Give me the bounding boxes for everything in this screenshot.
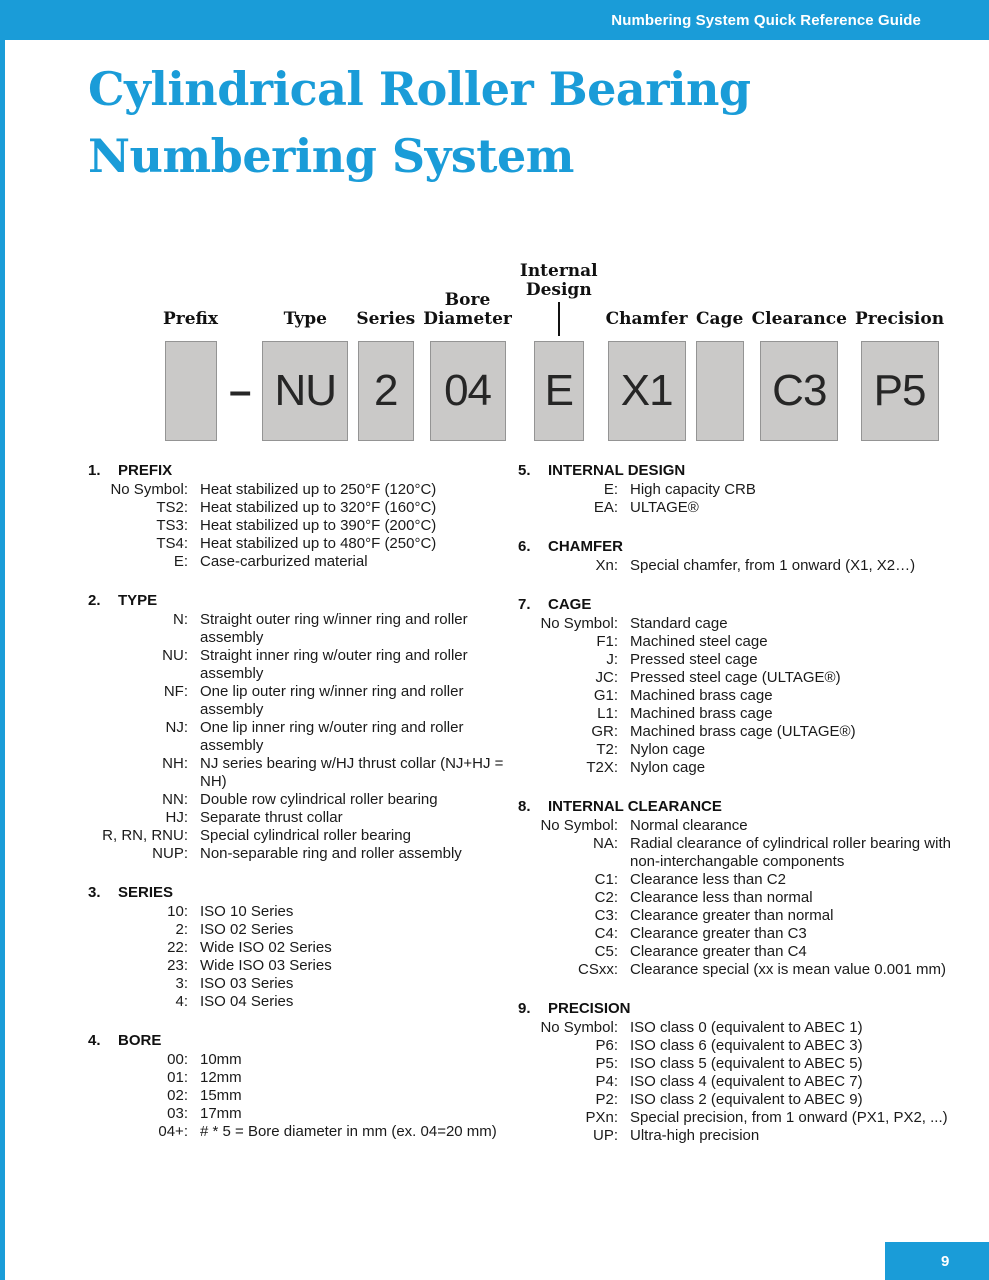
header-title: Numbering System Quick Reference Guide	[611, 11, 921, 29]
row-description: ISO 02 Series	[200, 921, 294, 938]
row-description: Clearance less than C2	[630, 871, 786, 888]
row-code: UP:	[592, 1127, 618, 1144]
definition-row	[518, 925, 960, 943]
section-internal-clearance	[518, 798, 960, 979]
definition-row	[518, 871, 960, 889]
row-code: TS2:	[156, 499, 188, 516]
definition-row	[88, 1105, 508, 1123]
section-prefix	[88, 462, 508, 571]
row-code: NA:	[592, 835, 618, 852]
definition-row	[518, 481, 960, 499]
diagram-unit-precision	[855, 310, 944, 441]
definition-row	[88, 1051, 508, 1069]
row-code: NN:	[162, 791, 188, 808]
definition-row	[518, 1127, 960, 1145]
section-heading	[518, 798, 960, 816]
definition-row	[88, 683, 508, 719]
diagram-label-cage: Cage	[696, 309, 744, 329]
definition-row	[518, 687, 960, 705]
row-code: JC:	[595, 669, 618, 686]
diagram-unit-prefix	[163, 310, 218, 441]
row-code: C3:	[594, 907, 618, 924]
row-code: 02:	[167, 1087, 188, 1104]
diagram-box-chamfer: X1	[608, 341, 686, 441]
diagram-box-internal-design: E	[534, 341, 584, 441]
row-code: C1:	[594, 871, 618, 888]
left-accent-stripe	[0, 0, 5, 1280]
section-title: INTERNAL CLEARANCE	[548, 798, 722, 815]
definition-row	[88, 921, 508, 939]
row-description: Special precision, from 1 onward (PX1, PX2, ...)	[630, 1109, 948, 1126]
definition-row	[88, 809, 508, 827]
definition-row	[518, 817, 960, 835]
row-code: T2:	[596, 741, 618, 758]
row-description: High capacity CRB	[630, 481, 756, 498]
row-description: Wide ISO 03 Series	[200, 957, 332, 974]
row-code: F1:	[596, 633, 618, 650]
section-number: 6.	[518, 538, 531, 555]
row-description: Clearance greater than C4	[630, 943, 807, 960]
row-description: Ultra-high precision	[630, 1127, 760, 1144]
diagram-box-cage	[696, 341, 744, 441]
section-title: TYPE	[118, 592, 158, 609]
definition-row	[518, 499, 960, 517]
section-heading	[88, 462, 508, 480]
definition-row	[518, 633, 960, 651]
row-code: E:	[603, 481, 618, 498]
section-number: 3.	[88, 884, 101, 901]
row-description: 15mm	[200, 1087, 242, 1104]
row-description: Clearance greater than normal	[630, 907, 834, 924]
diagram-label-clearance: Clearance	[751, 309, 847, 329]
section-chamfer	[518, 538, 960, 575]
row-code: 22:	[167, 939, 188, 956]
row-description: 17mm	[200, 1105, 242, 1122]
section-heading	[88, 592, 508, 610]
row-description: ISO class 4 (equivalent to ABEC 7)	[630, 1073, 863, 1090]
row-code: R, RN, RNU:	[102, 827, 188, 844]
diagram-box-clearance: C3	[760, 341, 838, 441]
page-title-line2: Numbering System	[88, 129, 574, 183]
row-description: Straight outer ring w/inner ring and roller assembly	[200, 611, 468, 646]
row-code: 03:	[167, 1105, 188, 1122]
section-number: 5.	[518, 462, 531, 479]
diagram-box-precision: P5	[861, 341, 939, 441]
row-code: 3:	[175, 975, 188, 992]
section-internal-design	[518, 462, 960, 517]
diagram-box-bore-diameter: 04	[430, 341, 506, 441]
column-right	[518, 462, 960, 1166]
definition-row	[518, 835, 960, 871]
diagram-unit-cage	[696, 310, 744, 441]
diagram-label-precision: Precision	[854, 309, 945, 329]
definition-row	[518, 705, 960, 723]
section-title: PRECISION	[548, 1000, 631, 1017]
definition-row	[88, 499, 508, 517]
row-description: ISO class 6 (equivalent to ABEC 3)	[630, 1037, 863, 1054]
row-code: NH:	[162, 755, 188, 772]
section-series	[88, 884, 508, 1011]
row-description: Heat stabilized up to 480°F (250°C)	[200, 535, 437, 552]
row-description: Non-separable ring and roller assembly	[200, 845, 462, 862]
diagram-unit-bore-diameter	[423, 291, 512, 441]
row-description: Machined brass cage	[630, 705, 773, 722]
row-description: Pressed steel cage	[630, 651, 758, 668]
diagram-unit-internal-design	[520, 262, 598, 441]
row-description: 12mm	[200, 1069, 242, 1086]
row-description: ISO class 5 (equivalent to ABEC 5)	[630, 1055, 863, 1072]
row-code: No Symbol:	[540, 1019, 618, 1036]
definition-row	[88, 903, 508, 921]
definition-row	[88, 1087, 508, 1105]
definition-row	[518, 907, 960, 925]
definition-row	[88, 975, 508, 993]
section-title: SERIES	[118, 884, 174, 901]
row-code: G1:	[593, 687, 618, 704]
row-code: T2X:	[586, 759, 618, 776]
diagram-box-type: NU	[262, 341, 348, 441]
row-code: Xn:	[595, 557, 618, 574]
definition-row	[88, 481, 508, 499]
row-code: C5:	[594, 943, 618, 960]
column-left	[88, 462, 508, 1162]
row-code: 4:	[175, 993, 188, 1010]
row-code: NUP:	[152, 845, 188, 862]
row-description: ISO class 0 (equivalent to ABEC 1)	[630, 1019, 863, 1036]
diagram-unit-type	[262, 310, 348, 441]
row-code: N:	[173, 611, 188, 628]
row-code: HJ:	[165, 809, 188, 826]
section-heading	[88, 884, 508, 902]
section-title: BORE	[118, 1032, 162, 1049]
row-code: TS3:	[156, 517, 188, 534]
row-description: # * 5 = Bore diameter in mm (ex. 04=20 mm)	[200, 1123, 497, 1140]
section-number: 4.	[88, 1032, 101, 1049]
row-code: PXn:	[585, 1109, 618, 1126]
page-title-line1: Cylindrical Roller Bearing	[88, 62, 751, 116]
definition-row	[518, 723, 960, 741]
definition-row	[518, 1037, 960, 1055]
row-description: NJ series bearing w/HJ thrust collar (NJ+HJ = NH)	[200, 755, 504, 790]
section-title: INTERNAL DESIGN	[548, 462, 686, 479]
row-description: Machined brass cage (ULTAGE®)	[630, 723, 856, 740]
definition-row	[518, 759, 960, 777]
section-title: PREFIX	[118, 462, 173, 479]
row-description: Clearance less than normal	[630, 889, 813, 906]
row-description: Clearance special (xx is mean value 0.001 mm)	[630, 961, 946, 978]
row-description: Double row cylindrical roller bearing	[200, 791, 438, 808]
numbering-diagram	[163, 262, 944, 441]
definition-row	[518, 1073, 960, 1091]
section-bore	[88, 1032, 508, 1141]
section-heading	[518, 1000, 960, 1018]
section-type	[88, 592, 508, 863]
row-description: ISO 03 Series	[200, 975, 294, 992]
row-code: 00:	[167, 1051, 188, 1068]
section-number: 8.	[518, 798, 531, 815]
row-code: P2:	[595, 1091, 618, 1108]
row-code: P6:	[595, 1037, 618, 1054]
row-code: No Symbol:	[540, 817, 618, 834]
diagram-label-series: Series	[356, 309, 416, 329]
section-title: CAGE	[548, 596, 592, 613]
row-description: One lip inner ring w/outer ring and roller assembly	[200, 719, 464, 754]
row-code: NU:	[162, 647, 188, 664]
row-code: P4:	[595, 1073, 618, 1090]
definition-row	[518, 1091, 960, 1109]
row-description: ISO 10 Series	[200, 903, 294, 920]
row-code: C4:	[594, 925, 618, 942]
diagram-unit-series	[356, 310, 415, 441]
definition-row	[518, 1019, 960, 1037]
row-description: Special chamfer, from 1 onward (X1, X2…)	[630, 557, 916, 574]
diagram-unit-chamfer	[606, 310, 688, 441]
diagram-label-bore-diameter: Bore Diameter	[423, 290, 512, 329]
definition-row	[518, 889, 960, 907]
row-description: One lip outer ring w/inner ring and roller assembly	[200, 683, 464, 718]
section-heading	[518, 538, 960, 556]
definition-row	[518, 615, 960, 633]
page-number-tab	[885, 1242, 989, 1280]
section-number: 1.	[88, 462, 101, 479]
row-description: ISO class 2 (equivalent to ABEC 9)	[630, 1091, 863, 1108]
row-description: Radial clearance of cylindrical roller bearing with non-interchangable components	[630, 835, 951, 870]
definition-row	[88, 517, 508, 535]
row-code: GR:	[591, 723, 618, 740]
section-precision	[518, 1000, 960, 1145]
definition-row	[88, 755, 508, 791]
definition-row	[88, 939, 508, 957]
definition-row	[88, 791, 508, 809]
definition-row	[88, 993, 508, 1011]
definition-row	[518, 741, 960, 759]
header-bar	[0, 0, 989, 40]
row-description: Nylon cage	[630, 759, 706, 776]
row-code: NJ:	[165, 719, 188, 736]
section-heading	[88, 1032, 508, 1050]
row-code: NF:	[163, 683, 188, 700]
diagram-label-prefix: Prefix	[163, 309, 219, 329]
row-code: TS4:	[156, 535, 188, 552]
diagram-box-prefix	[165, 341, 217, 441]
definition-row	[518, 669, 960, 687]
row-description: Heat stabilized up to 250°F (120°C)	[200, 481, 437, 498]
definition-row	[88, 647, 508, 683]
row-description: 10mm	[200, 1051, 242, 1068]
row-code: 23:	[167, 957, 188, 974]
diagram-label-internal-design: Internal Design	[519, 261, 598, 300]
row-code: C2:	[594, 889, 618, 906]
definition-row	[88, 827, 508, 845]
section-cage	[518, 596, 960, 777]
diagram-label-chamfer: Chamfer	[605, 309, 688, 329]
page-title	[88, 56, 751, 190]
section-number: 7.	[518, 596, 531, 613]
definition-row	[88, 553, 508, 571]
row-description: Machined steel cage	[630, 633, 768, 650]
definition-row	[518, 651, 960, 669]
row-code: No Symbol:	[540, 615, 618, 632]
row-description: Machined brass cage	[630, 687, 773, 704]
row-description: Standard cage	[630, 615, 728, 632]
definition-row	[88, 535, 508, 553]
row-code: P5:	[595, 1055, 618, 1072]
section-heading	[518, 462, 960, 480]
definition-row	[518, 961, 960, 979]
definition-row	[88, 611, 508, 647]
definition-row	[88, 1123, 508, 1141]
row-description: Case-carburized material	[200, 553, 368, 570]
row-description: Normal clearance	[630, 817, 748, 834]
row-code: 10:	[167, 903, 188, 920]
row-description: Heat stabilized up to 320°F (160°C)	[200, 499, 437, 516]
row-code: L1:	[597, 705, 618, 722]
row-description: Clearance greater than C3	[630, 925, 807, 942]
diagram-label-type: Type	[283, 309, 327, 329]
row-code: 01:	[167, 1069, 188, 1086]
definition-row	[88, 845, 508, 863]
row-code: 2:	[175, 921, 188, 938]
diagram-unit-clearance	[752, 310, 847, 441]
dash-separator: –	[229, 368, 252, 413]
definition-row	[518, 557, 960, 575]
row-description: Special cylindrical roller bearing	[200, 827, 411, 844]
definition-row	[518, 943, 960, 961]
row-code: J:	[606, 651, 618, 668]
diagram-box-series: 2	[358, 341, 414, 441]
section-number: 2.	[88, 592, 101, 609]
section-title: CHAMFER	[548, 538, 623, 555]
row-description: Separate thrust collar	[200, 809, 343, 826]
definition-row	[518, 1109, 960, 1127]
row-description: Straight inner ring w/outer ring and roller assembly	[200, 647, 468, 682]
page-number: 9	[941, 1252, 950, 1270]
row-code: 04+:	[158, 1123, 188, 1140]
row-description: Pressed steel cage (ULTAGE®)	[630, 669, 841, 686]
definition-row	[518, 1055, 960, 1073]
section-heading	[518, 596, 960, 614]
row-code: No Symbol:	[110, 481, 188, 498]
row-description: ULTAGE®	[630, 499, 699, 516]
definition-row	[88, 719, 508, 755]
row-description: ISO 04 Series	[200, 993, 294, 1010]
row-description: Heat stabilized up to 390°F (200°C)	[200, 517, 437, 534]
row-description: Nylon cage	[630, 741, 706, 758]
row-code: CSxx:	[577, 961, 618, 978]
definition-row	[88, 957, 508, 975]
section-number: 9.	[518, 1000, 531, 1017]
pointer-line	[558, 302, 560, 336]
definition-row	[88, 1069, 508, 1087]
row-code: EA:	[593, 499, 618, 516]
row-code: E:	[173, 553, 188, 570]
row-description: Wide ISO 02 Series	[200, 939, 332, 956]
